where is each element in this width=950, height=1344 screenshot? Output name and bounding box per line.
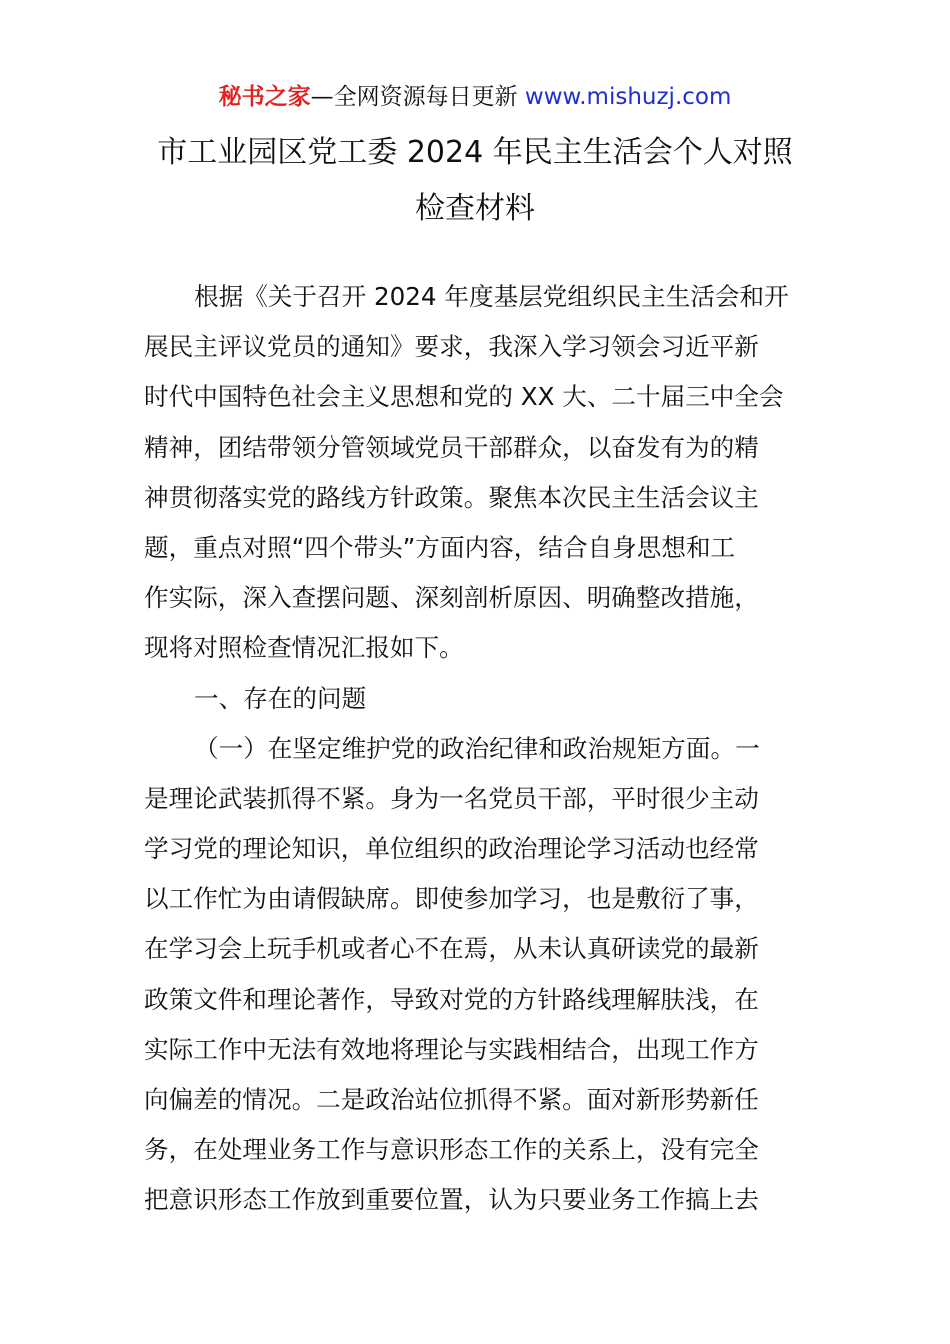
- body-line: 以工作忙为由请假缺席。即使参加学习，也是敷衍了事，: [144, 884, 759, 914]
- body-line: 在学习会上玩手机或者心不在焉，从未认真研读党的最新: [144, 934, 759, 964]
- body-line: 时代中国特色社会主义思想和党的 XX 大、二十届三中全会: [144, 382, 784, 412]
- body-line: 作实际，深入查摆问题、深刻剖析原因、明确整改措施，: [144, 583, 759, 613]
- section-heading: 一、存在的问题: [194, 683, 367, 713]
- watermark-url[interactable]: www.mishuzj.com: [524, 84, 732, 110]
- body-line: 向偏差的情况。二是政治站位抓得不紧。面对新形势新任: [144, 1085, 759, 1114]
- document-title: [100, 125, 850, 237]
- document-body: [144, 272, 808, 1226]
- body-line: 根据《关于召开 2024 年度基层党组织民主生活会和开: [194, 282, 789, 311]
- body-line: （一）在坚定维护党的政治纪律和政治规矩方面。一: [194, 733, 760, 763]
- body-line: 学习党的理论知识，单位组织的政治理论学习活动也经常: [144, 834, 759, 864]
- body-line: 政策文件和理论著作，导致对党的方针路线理解肤浅，在: [144, 984, 759, 1014]
- title-line-2: 检查材料: [415, 191, 535, 226]
- body-line: 现将对照检查情况汇报如下。: [144, 633, 464, 663]
- body-line: 把意识形态工作放到重要位置，认为只要业务工作搞上去: [144, 1185, 759, 1215]
- watermark-tagline: —全网资源每日更新: [310, 84, 525, 110]
- title-line-1: 市工业园区党工委 2024 年民主生活会个人对照: [157, 135, 793, 170]
- watermark-header: [0, 80, 950, 114]
- body-line: 题，重点对照“四个带头”方面内容，结合自身思想和工: [144, 532, 736, 562]
- body-line: 展民主评议党员的通知》要求，我深入学习领会习近平新: [144, 332, 759, 362]
- body-line: 务，在处理业务工作与意识形态工作的关系上，没有完全: [144, 1135, 759, 1165]
- body-line: 精神，团结带领分管领域党员干部群众，以奋发有为的精: [144, 432, 759, 462]
- watermark-brand: 秘书之家: [218, 84, 311, 110]
- body-line: 实际工作中无法有效地将理论与实践相结合，出现工作方: [144, 1034, 759, 1064]
- body-line: 是理论武装抓得不紧。身为一名党员干部，平时很少主动: [144, 783, 759, 813]
- body-line: 神贯彻落实党的路线方针政策。聚焦本次民主生活会议主: [144, 482, 759, 512]
